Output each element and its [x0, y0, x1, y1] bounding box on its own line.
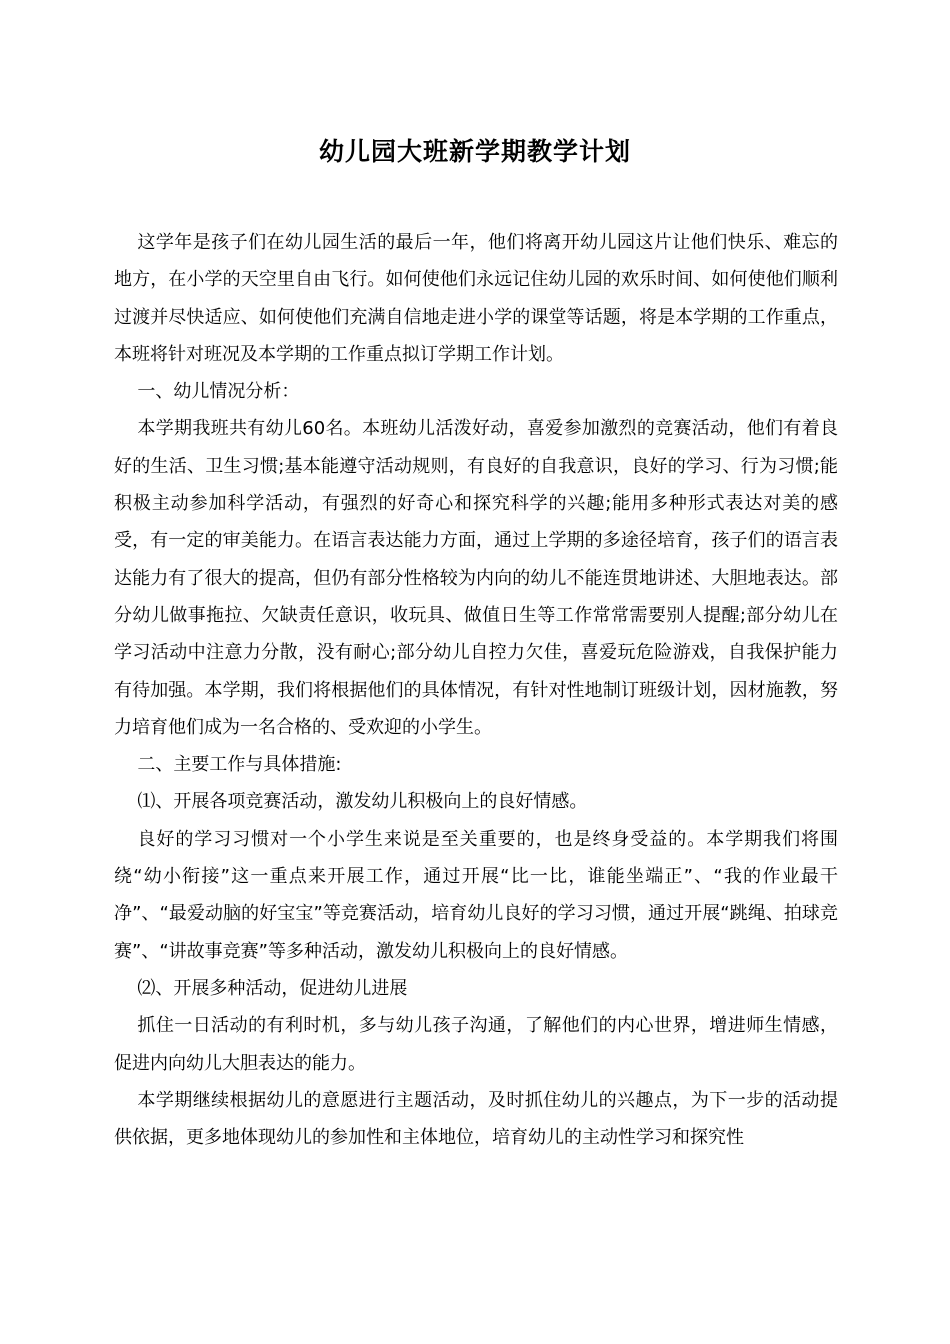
activities-paragraph: 抓住一日活动的有利时机，多与幼儿孩子沟通，了解他们的内心世界，增进师生情感，促进内向幼儿大胆表达的能力。: [114, 1015, 838, 1074]
subheading-competitions: ⑴、开展各项竞赛活动，激发幼儿积极向上的良好情感。: [137, 791, 588, 813]
intro-paragraph: 这学年是孩子们在幼儿园生活的最后一年，他们将离开幼儿园这片让他们快乐、难忘的地方，在小学的天空里自由飞行。如何使他们永远记住幼儿园的欢乐时间、如何使他们顺利过渡并尽快适应、如何使他们充满自信地走进小学的课堂等话题，将是本学期的工作重点，本班将针对班况及本学期的工作重点拟订学期工作计划。: [114, 232, 838, 365]
child-analysis-paragraph: 本学期我班共有幼儿60名。本班幼儿活泼好动，喜爱参加激烈的竞赛活动，他们有着良好的生活、卫生习惯;基本能遵守活动规则，有良好的自我意识，良好的学习、行为习惯;能积极主动参加科学活动，有强烈的好奇心和探究科学的兴趣;能用多种形式表达对美的感受，有一定的审美能力。在语言表达能力方面，通过上学期的多途径培育，孩子们的语言表达能力有了很大的提高，但仍有部分性格较为内向的幼儿不能连贯地讲述、大胆地表达。部分幼儿做事拖拉、欠缺责任意识，收玩具、做值日生等工作常常需要别人提醒;部分幼儿在学习活动中注意力分散，没有耐心;部分幼儿自控力欠佳，喜爱玩危险游戏，自我保护能力有待加强。本学期，我们将根据他们的具体情况，有针对性地制订班级计划，因材施教，努力培育他们成为一名合格的、受欢迎的小学生。: [114, 418, 838, 738]
theme-activities-paragraph: 本学期继续根据幼儿的意愿进行主题活动，及时抓住幼儿的兴趣点，为下一步的活动提供依据，更多地体现幼儿的参加性和主体地位，培育幼儿的主动性学习和探究性: [114, 1089, 838, 1149]
section-heading-child-analysis: 一、幼儿情况分析：: [137, 381, 300, 403]
subheading-activities: ⑵、开展多种活动，促进幼儿进展: [137, 977, 408, 999]
document-body: [114, 224, 838, 1156]
competitions-paragraph: 良好的学习习惯对一个小学生来说是至关重要的，也是终身受益的。本学期我们将围绕“幼小衔接”这一重点来开展工作，通过开展“比一比，谁能坐端正”、“我的作业最干净”、“最爱动脑的好宝宝”等竞赛活动，培育幼儿良好的学习习惯，通过开展“跳绳、拍球竞赛”、“讲故事竞赛”等多种活动，激发幼儿积极向上的良好情感。: [114, 828, 838, 962]
section-heading-main-work: 二、主要工作与具体措施:: [137, 754, 342, 776]
document-title: 幼儿园大班新学期教学计划: [318, 137, 631, 166]
